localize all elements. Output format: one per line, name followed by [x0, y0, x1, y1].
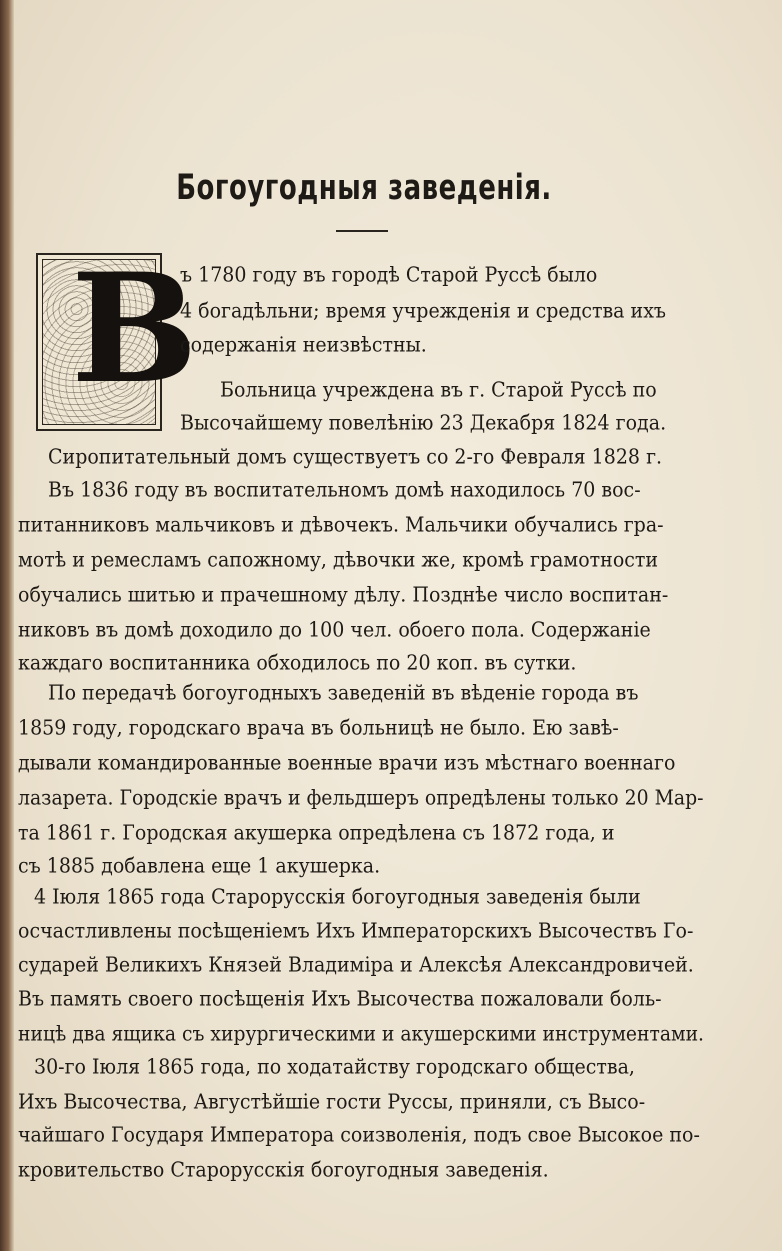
- text-line: съ 1885 добавлена еще 1 акушерка.: [18, 854, 381, 878]
- book-spine-edge: [0, 0, 14, 1251]
- text-line: Въ память своего посѣщенія Ихъ Высочества пожаловали боль-: [18, 987, 662, 1011]
- text-line: никовъ въ домѣ доходило до 100 чел. обоего пола. Содержаніе: [18, 618, 651, 642]
- text-line: мотѣ и ремесламъ сапожному, дѣвочки же, кромѣ грамотности: [18, 548, 659, 572]
- text-line: ъ 1780 году въ городѣ Старой Руссѣ было: [180, 263, 598, 287]
- text-line: лазарета. Городскіе врачъ и фельдшеръ опредѣлены только 20 Мар-: [18, 786, 704, 810]
- text-line: Сиропитательный домъ существуетъ со 2-го Февраля 1828 г.: [48, 445, 663, 469]
- text-line: питанниковъ мальчиковъ и дѣвочекъ. Мальчики обучались гра-: [18, 513, 664, 537]
- text-line: 4 Іюля 1865 года Старорусскія богоугодныя заведенія были: [34, 885, 641, 909]
- page-title: Богоугодныя заведенія.: [176, 168, 552, 209]
- ornamental-dropcap: [36, 241, 198, 431]
- page: [14, 0, 782, 1251]
- text-line: обучались шитью и прачешному дѣлу. Позднѣе число воспитан-: [18, 583, 669, 607]
- text-line: По передачѣ богоугодныхъ заведеній въ вѣденіе города въ: [48, 681, 639, 705]
- text-line: 4 богадѣльни; время учрежденія и средства ихъ: [180, 299, 667, 323]
- text-line: Въ 1836 году въ воспитательномъ домѣ находилось 70 вос-: [48, 478, 641, 502]
- text-line: каждаго воспитанника обходилось по 20 коп. въ сутки.: [18, 651, 577, 675]
- text-line: 1859 году, городскаго врача въ больницѣ не было. Ею завѣ-: [18, 716, 619, 740]
- text-line: Больница учреждена въ г. Старой Руссѣ по: [220, 378, 657, 402]
- text-line: Высочайшему повелѣнію 23 Декабря 1824 года.: [180, 411, 667, 435]
- text-line: осчастливлены посѣщеніемъ Ихъ Императорскихъ Высочествъ Го-: [18, 919, 694, 943]
- text-line: 30-го Іюля 1865 года, по ходатайству городскаго общества,: [34, 1055, 635, 1079]
- text-line: ницѣ два ящика съ хирургическими и акушерскими инструментами.: [18, 1022, 705, 1046]
- text-line: содержанія неизвѣстны.: [180, 333, 427, 357]
- text-line: та 1861 г. Городская акушерка опредѣлена съ 1872 года, и: [18, 821, 615, 845]
- dropcap-letter: В: [71, 241, 198, 417]
- text-line: сударей Великихъ Князей Владиміра и Алексѣя Александровичей.: [18, 953, 694, 977]
- title-divider: [336, 230, 388, 232]
- text-line: чайшаго Государя Императора соизволенія, подъ свое Высокое по-: [18, 1123, 700, 1147]
- text-line: Ихъ Высочества, Августѣйшіе гости Руссы, приняли, съ Высо-: [18, 1090, 646, 1114]
- text-line: дывали командированные военные врачи изъ мѣстнаго военнаго: [18, 751, 676, 775]
- dropcap-ornament: [42, 241, 198, 425]
- text-line: кровительство Старорусскія богоугодныя заведенія.: [18, 1158, 549, 1182]
